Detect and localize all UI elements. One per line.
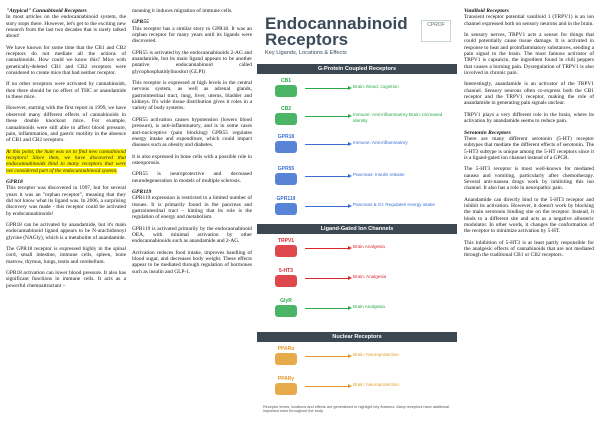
vanilloid-heading: Vanilloid Receptors [464, 8, 509, 14]
text-column-1 [6, 8, 126, 294]
paragraph: GPR55 is activated by the endocannabinoids 2-AG and anandamide, but its main ligand appears to be another putative endocannabinoid called glycophosphatidylinositol (GLPI) [132, 49, 252, 75]
paragraph: Activation reduces food intake, improves handling of blood sugar, and decreases body weight. These effects appear to be mediated through regulation of hormones such as insulin and GLP-1. [132, 249, 252, 275]
receptor-effect: Brain: Neuroprotection [353, 382, 399, 387]
paragraph: GPR18 can be activated by anandamide, but it's main endocannabinoid ligand appears to be N-arachidonoyl glycine (NAGly), which is a metabolite of anandamide. [6, 221, 126, 241]
receptor-trpv1 [271, 238, 301, 257]
arrow-icon [305, 356, 349, 357]
receptor-label: GPR119 [276, 196, 296, 202]
text-column-2 [132, 8, 252, 280]
receptor-gpr119 [271, 196, 301, 215]
receptor-icon [275, 85, 297, 97]
receptor-ppar [271, 346, 301, 365]
arrow-icon [305, 386, 349, 387]
paragraph: In sensory nerves, TRPV1 acts a sensor for things that could potentially cause tissue damage. It is activated in response to heat and proinflammatory substances, sending a pain signal to the brain. The most famous activator of TRPV1 is capsaicin, the ingredient found in chili peppers that causes a burning pain. Dysregulation of TRPV1 is also involved in chronic pain. [464, 32, 594, 77]
paragraph: Anandamide can directly bind to the 5-HT3 receptor and inhibit its activation. However, it doesn't work by blocking the main serotonin binding site on the receptor. Instead, it binds to a different site and acts as a negative allosteric modulator. In other words, it changes the conformation of the receptor to minimize activation by 5-HT. [464, 196, 594, 235]
receptor-label: 5-HT3 [279, 268, 293, 274]
paragraph: It is also expressed in bone cells with a possible role in osteoporosis. [132, 153, 252, 166]
paragraph: This receptor is expressed at high levels in the central nervous system, as well as adrenal glands, gastrointestinal tract, lung, liver, uterus, bladder and kidneys. It's wide tissue distribution gives it roles in a variety of body systems. [132, 80, 252, 112]
receptor-icon [275, 245, 297, 257]
text-column-4 [464, 8, 594, 264]
receptor-effect: Pancreas & GI: Regulates energy intake [353, 202, 435, 207]
paragraph: This receptor has a similar story to GPR18. It was an orphan receptor for many years until its ligands were discovered. [132, 25, 252, 45]
paragraph: However, starting with the first report in 1999, we have observed many different effects of cannabinoids in these double knockout mice. For example, cannabinoids were still able to affect blood pressure, pain, inflammation, and gastric motility in the absence of CB1 and CB2 receptors. [6, 105, 126, 144]
receptor-label: PPARα [277, 346, 295, 352]
paragraph: We have known for some time that the CB1 and CB2 receptors do not mediate all the actions of cannabinoids. How could we know this? Mice with genetically-deleted CB1 and CB2 receptors were considered to create mice that had neither receptor. [6, 44, 126, 77]
receptor-icon [275, 305, 297, 317]
arrow-icon [305, 116, 349, 117]
receptor-effect: Brain Analgesia [353, 244, 385, 249]
arrow-icon [305, 206, 349, 207]
receptor-label: GPR55 [277, 166, 295, 172]
receptor-gpr55 [271, 166, 301, 185]
paragraph: TRPV1 plays a very different role in the brain, where its activation by anandamide seems to reduce pain. [464, 111, 594, 125]
paragraph: The GPR18 receptor is expressed highly in the spinal cord, small intestine, immune cells, spleen, bone marrow, thymus, lungs, testis and cerebellum. [6, 246, 126, 265]
receptor-cb2 [271, 106, 301, 125]
arrow-icon [305, 308, 349, 309]
receptor-effect: Immune: Anti-inflammatory Brain: Increased identity [353, 112, 443, 123]
receptor-effect: Brain: Analgesia [353, 274, 387, 279]
receptor-label: CB2 [280, 106, 291, 112]
receptor-icon [275, 383, 297, 395]
paragraph: GPR18 activation can lower blood pressure. It also has significant functions in immune cells. It acts as a powerful chemoattractant – [6, 270, 126, 289]
gpcr-section-heading: G-Protein Coupled Receptors [257, 64, 457, 74]
arrow-icon [305, 176, 349, 177]
paragraph: GPR55 activation causes hypotension (lowers blood pressure), is anti-inflammatory, and is in some cases anti-nociceptive (pain blocking) GPR55 regulates energy intake and expenditure, which could impact diseases such as obesity and diabetes. [132, 116, 252, 149]
receptor-icon [275, 113, 297, 125]
receptor-glyr [271, 298, 301, 317]
ion-channel-section-heading: Ligand-Gated Ion Channels [257, 224, 457, 234]
infographic-subtitle: Key Ligands, Locations & Effects [265, 50, 347, 56]
paragraph: Transient receptor potential vanilloid 1 (TRPV1) is an ion channel expressed both on sensory neurons and in the brain. [464, 14, 594, 27]
arrow-icon [305, 144, 349, 145]
receptor-icon [275, 275, 297, 287]
paragraph: The 5-HT3 receptor is most well-known for mediated nausea and vomiting, particularly after chemotherapy. Several anti-nausea drugs work by inhibiting this ion channel. It also has a role in neuropathic pain. [464, 166, 594, 192]
nuclear-receptor-section-heading: Nuclear Receptors [257, 332, 457, 342]
highlight-text: At this point, the hunt was on to find new cannabinoid receptors! Since then, we have discovered that endocannabinoids bind to many receptors that were not considered part of the endocannabinoid system. [6, 148, 126, 174]
paragraph: If no other receptors were activated by cannabinoids, then there should be no effect of THC or anandamide in these mice. [6, 81, 126, 101]
infographic-footnote: Receptor levels, locations and effects are generalised to highlight key features. Many receptors have additional important roles throughout the body. [263, 404, 450, 414]
receptor-effect: Brain: Mood, cognition [353, 84, 399, 89]
receptor-gpr18 [271, 134, 301, 153]
receptor-effect: Immune: Anti-inflammatory [353, 140, 408, 145]
receptor-cb1 [271, 78, 301, 97]
receptor-effect: Brain Analgesia [353, 304, 385, 309]
receptor-effect: Pancreas: Insulin release [353, 172, 405, 177]
receptor-5ht3 [271, 268, 301, 287]
receptor-infographic [257, 6, 457, 418]
infographic-title: Endocannabinoid [265, 14, 408, 33]
arrow-icon [305, 248, 349, 249]
serotonin-heading: Serotonin Receptors [464, 129, 511, 136]
receptor-label: TRPV1 [277, 238, 295, 244]
arrow-icon [305, 88, 349, 89]
receptor-icon [275, 173, 297, 185]
highlighted-paragraph [6, 149, 126, 174]
receptor-label: PPARγ [277, 376, 295, 382]
paragraph: GPR119 expression is restricted to a limited number of tissues. It is primarily found in the pancreas and gastrointestinal tract – hinting that its role is the regulation of energy and metabolism. [132, 195, 252, 221]
receptor-icon [275, 141, 297, 153]
brand-logo: CPROF [421, 20, 451, 42]
paragraph: GPR55 is neuroprotective and decreased neurodegeneration in models of multiple sclerosis. [132, 171, 252, 184]
receptor-label: GlyR [280, 298, 292, 304]
receptor-icon [275, 203, 297, 215]
paragraph: Interestingly, anandamide is an activator of the TRPV1 channel. Sensory neurons often co-express both the CB1 receptor and the TRPV1 receptor, making the role of anandamide in generating pain signals unclear. [464, 81, 594, 107]
gpr55-heading: GPR55 [132, 19, 149, 26]
receptor-icon [275, 353, 297, 365]
infographic-title-line2: Receptors [265, 30, 349, 49]
gpr18-heading: GPR18 [6, 178, 23, 185]
paragraph: This receptor was discovered in 1997, but for several years it was an "orphan receptor", meaning that they did not know what its ligand was. In 2006, a surprising discovery was made - this receptor could be activated by endocannabinoids! [6, 185, 126, 217]
gpr119-heading: GPR119 [132, 188, 152, 195]
atypical-receptors-heading: "Atypical" Cannabinoid Receptors [6, 8, 87, 14]
paragraph: GPR119 is activated primarily by the endocannabinoid OEA, with minimal activation by other endocannabinoids such as anandamide and 2-AG. [132, 225, 252, 245]
receptor-ppar [271, 376, 301, 395]
paragraph: In most articles on the endocannabinoid system, the story stops there. However, let's get to the exciting new research from the last two decades that is rarely talked about! [6, 14, 126, 40]
paragraph: This inhibition of 5-HT3 is at least partly responsible for the analgesic effects of cannabinoids that are not mediated through the traditional CB1 or CB2 receptors. [464, 239, 594, 259]
receptor-label: GPR18 [277, 134, 295, 140]
receptor-effect: Brain: Neuroprotection [353, 352, 399, 357]
paragraph: meaning it induces migration of immune cells. [132, 8, 233, 14]
paragraph: There are many different serotonin (5-HT) receptor subtypes that mediate the different effects of serotonin. The 5-HT3 subtype is unique among the 5-HT receptors since it is a ligand-gated ion channel instead of a GPCR. [464, 135, 594, 161]
receptor-label: CB1 [280, 78, 291, 84]
arrow-icon [305, 278, 349, 279]
